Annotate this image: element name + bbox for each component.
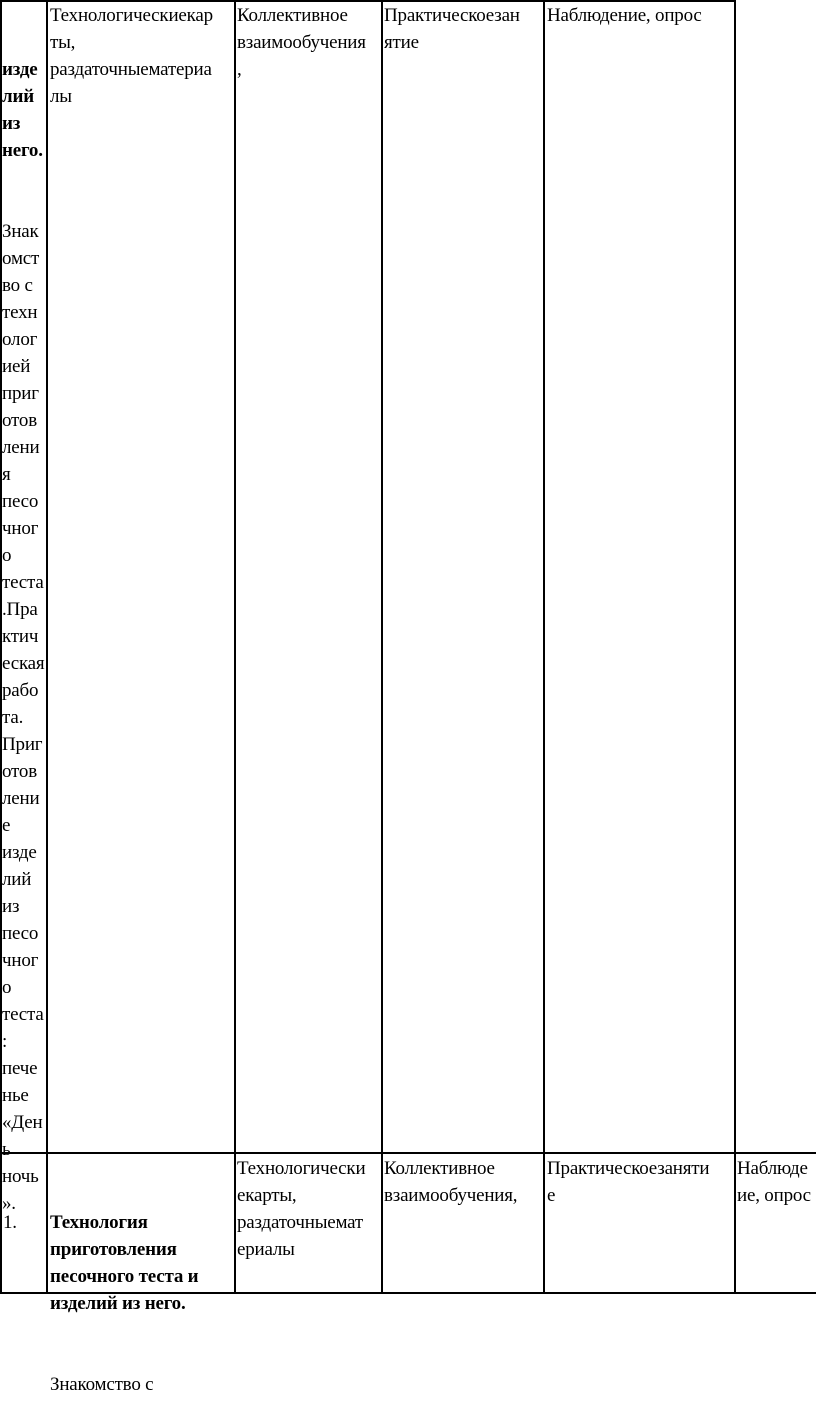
text-line: лени xyxy=(2,788,40,809)
text-line: из xyxy=(2,113,21,134)
text-line: : xyxy=(2,1031,8,1052)
row1-type-cell xyxy=(384,2,520,56)
row2-resources-cell xyxy=(237,1155,365,1263)
text-line: ». xyxy=(2,1193,16,1214)
text-line: чног xyxy=(2,518,39,539)
text-line: ятие xyxy=(384,32,419,53)
text-line: взаимообучения xyxy=(237,32,366,53)
text-line: песо xyxy=(2,923,39,944)
text-line: е xyxy=(2,815,11,836)
text-line: Технологическиекар xyxy=(50,5,213,26)
text-line: .Пра xyxy=(2,599,38,620)
text-line: приг xyxy=(2,383,39,404)
text-line: песо xyxy=(2,491,39,512)
text-line: Технологически xyxy=(237,1158,366,1179)
text-line: ериалы xyxy=(237,1239,295,1260)
text-line: я xyxy=(2,464,11,485)
text-line: , xyxy=(237,59,242,80)
text-line: техн xyxy=(2,302,38,323)
text-line: Наблюдение, опрос xyxy=(547,5,702,26)
text-line: екарты, xyxy=(237,1185,297,1206)
text-line: ией xyxy=(2,356,31,377)
text-line: Коллективное xyxy=(384,1158,495,1179)
text-line: омст xyxy=(2,248,40,269)
text-line: ктич xyxy=(2,626,39,647)
row2-control-cell xyxy=(737,1155,811,1209)
text-line: Знак xyxy=(2,221,39,242)
row1-control-cell xyxy=(547,2,702,29)
table-col-divider xyxy=(734,0,736,1294)
table-col-divider xyxy=(46,0,48,1294)
row1-topic-cell xyxy=(2,2,46,1244)
row2-number: 1. xyxy=(3,1212,17,1233)
text-line: Приг xyxy=(2,734,43,755)
text-line: изделий из него. xyxy=(50,1293,186,1314)
table-col-divider xyxy=(234,0,236,1294)
text-line: изде xyxy=(2,59,38,80)
text-line: теста xyxy=(2,1004,44,1025)
text-line: песочного теста и xyxy=(50,1266,199,1287)
text-line: отов xyxy=(2,410,37,431)
text-line: лы xyxy=(50,86,72,107)
table-col-divider xyxy=(543,0,545,1294)
text-line: «Ден xyxy=(2,1112,43,1133)
text-line: о xyxy=(2,977,12,998)
text-line: раздаточныемат xyxy=(237,1212,364,1233)
text-line: е xyxy=(547,1185,556,1206)
text-line: Практическоезаняти xyxy=(547,1158,710,1179)
text-line: из xyxy=(2,896,20,917)
text-line: Технология xyxy=(50,1212,148,1233)
text-line: отов xyxy=(2,761,37,782)
text-line: пече xyxy=(2,1058,38,1079)
text-line: изде xyxy=(2,842,37,863)
text-line: о xyxy=(2,545,12,566)
text-line: та. xyxy=(2,707,24,728)
row2-number-cell xyxy=(3,1155,17,1263)
text-line: лени xyxy=(2,437,40,458)
row1-topic-text xyxy=(2,218,46,1217)
text-line: теста xyxy=(2,572,44,593)
text-line: него. xyxy=(2,140,43,161)
row1-resources-cell xyxy=(50,2,213,110)
row2-topic-cell xyxy=(50,1155,198,1425)
text-line: ие, опрос xyxy=(737,1185,811,1206)
text-line: олог xyxy=(2,329,38,350)
row2-topic-text xyxy=(50,1371,198,1398)
row1-topic-bold xyxy=(2,56,46,164)
text-line: приготовления xyxy=(50,1239,177,1260)
text-line: лий xyxy=(2,869,32,890)
text-line: Коллективное xyxy=(237,5,348,26)
text-line: раздаточныематериа xyxy=(50,59,212,80)
text-line: рабо xyxy=(2,680,39,701)
row2-form-cell xyxy=(384,1155,517,1209)
text-line: ты, xyxy=(50,32,76,53)
text-line: ночь xyxy=(2,1166,39,1187)
text-line: Знакомство с xyxy=(50,1374,154,1395)
row2-type-cell xyxy=(547,1155,709,1209)
text-line: лий xyxy=(2,86,34,107)
text-line: во с xyxy=(2,275,33,296)
table-row-divider xyxy=(0,1152,816,1154)
row2-topic-bold xyxy=(50,1209,198,1317)
table-col-divider xyxy=(381,0,383,1294)
text-line: нье xyxy=(2,1085,29,1106)
text-line: взаимообучения, xyxy=(384,1185,518,1206)
text-line: Практическоезан xyxy=(384,5,520,26)
text-line: Наблюде xyxy=(737,1158,808,1179)
text-line: чног xyxy=(2,950,39,971)
text-line: еская xyxy=(2,653,45,674)
text-line: ь xyxy=(2,1139,11,1160)
row1-form-cell xyxy=(237,2,366,83)
